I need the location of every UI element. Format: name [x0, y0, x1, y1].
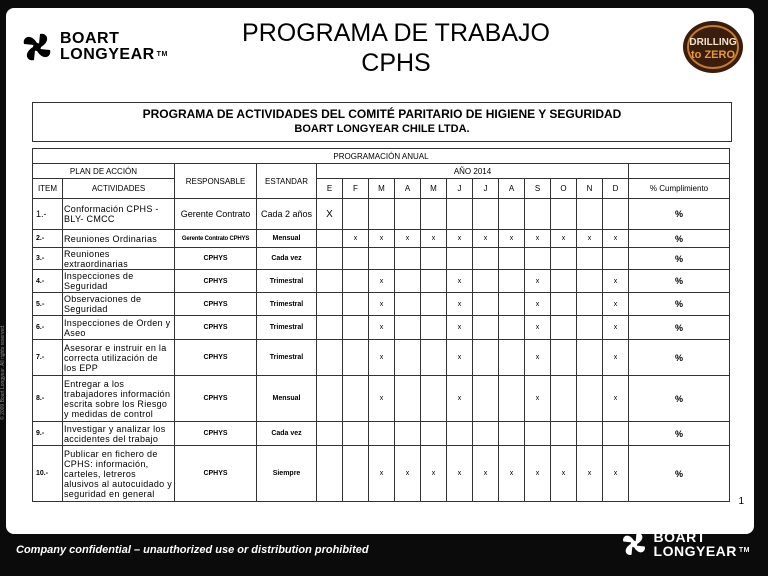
- month-mark: x: [603, 316, 629, 340]
- row-responsable: CPHYS: [175, 446, 257, 502]
- responsable-header: RESPONSABLE: [175, 164, 257, 199]
- month-mark: [395, 293, 421, 316]
- month-mark: x: [525, 340, 551, 376]
- month-mark: x: [525, 446, 551, 502]
- month-mark: [421, 293, 447, 316]
- month-mark: [317, 340, 343, 376]
- month-mark: [421, 376, 447, 422]
- month-mark: [343, 340, 369, 376]
- page-title: [206, 18, 586, 78]
- month-mark: [395, 316, 421, 340]
- row-responsable: CPHYS: [175, 376, 257, 422]
- row-responsable: CPHYS: [175, 270, 257, 293]
- month-mark: x: [369, 340, 395, 376]
- month-mark: [577, 422, 603, 446]
- month-mark: [421, 199, 447, 230]
- month-header: S: [525, 179, 551, 199]
- month-mark: [317, 446, 343, 502]
- month-header: F: [343, 179, 369, 199]
- table-row: [33, 340, 730, 376]
- table-row: [33, 293, 730, 316]
- month-mark: x: [395, 446, 421, 502]
- row-activity: Inspecciones de Seguridad: [63, 270, 175, 293]
- row-cumplimiento: %: [629, 293, 730, 316]
- row-estandar: Cada vez: [257, 422, 317, 446]
- month-mark: x: [499, 446, 525, 502]
- month-mark: [395, 199, 421, 230]
- row-cumplimiento: %: [629, 422, 730, 446]
- month-mark: [577, 376, 603, 422]
- month-mark: [499, 248, 525, 270]
- month-header: E: [317, 179, 343, 199]
- month-mark: x: [603, 270, 629, 293]
- month-mark: [499, 199, 525, 230]
- row-estandar: Trimestral: [257, 340, 317, 376]
- month-mark: x: [447, 293, 473, 316]
- month-mark: x: [473, 446, 499, 502]
- month-mark: x: [447, 340, 473, 376]
- row-estandar: Cada vez: [257, 248, 317, 270]
- month-mark: [551, 316, 577, 340]
- boart-longyear-logo: [20, 30, 168, 64]
- program-heading: PROGRAMA DE ACTIVIDADES DEL COMITÉ PARITARIO DE HIGIENE Y SEGURIDAD: [142, 107, 622, 121]
- badge-text-1: DRILLING: [689, 37, 737, 48]
- month-mark: [421, 248, 447, 270]
- row-cumplimiento: %: [629, 316, 730, 340]
- month-mark: [525, 422, 551, 446]
- month-mark: [577, 340, 603, 376]
- row-item: 5.-: [33, 293, 63, 316]
- month-mark: [603, 248, 629, 270]
- month-mark: [603, 199, 629, 230]
- month-mark: x: [395, 230, 421, 248]
- pinwheel-icon: [20, 30, 54, 64]
- month-mark: x: [447, 230, 473, 248]
- month-mark: [499, 422, 525, 446]
- month-mark: x: [577, 230, 603, 248]
- row-item: 3.-: [33, 248, 63, 270]
- month-mark: [473, 199, 499, 230]
- row-activity: Conformación CPHS - BLY- CMCC: [63, 199, 175, 230]
- month-mark: [577, 270, 603, 293]
- month-mark: [421, 270, 447, 293]
- month-mark: [421, 422, 447, 446]
- month-mark: x: [525, 270, 551, 293]
- month-mark: x: [369, 376, 395, 422]
- month-mark: [343, 376, 369, 422]
- row-cumplimiento: %: [629, 446, 730, 502]
- month-mark: x: [447, 446, 473, 502]
- month-header: A: [499, 179, 525, 199]
- title-line1: PROGRAMA DE TRABAJO: [242, 19, 550, 47]
- item-header: ITEM: [33, 179, 63, 199]
- table-row: [33, 230, 730, 248]
- brand-line2: LONGYEAR: [60, 46, 155, 63]
- row-responsable: CPHYS: [175, 316, 257, 340]
- page-number: 1: [738, 496, 744, 507]
- row-item: 9.-: [33, 422, 63, 446]
- month-mark: [421, 316, 447, 340]
- month-mark: x: [551, 230, 577, 248]
- row-activity: Publicar en fichero de CPHS: información, carteles, letreros alusivos al autocuidado y seguridad en general: [63, 446, 175, 502]
- title-line2: CPHS: [361, 49, 431, 77]
- footer-trademark: TM: [738, 547, 750, 554]
- row-activity: Asesorar e instruir en la correcta utilización de los EPP: [63, 340, 175, 376]
- month-mark: [551, 248, 577, 270]
- row-item: 4.-: [33, 270, 63, 293]
- month-mark: [551, 340, 577, 376]
- month-mark: x: [447, 316, 473, 340]
- drilling-to-zero-badge: [682, 20, 744, 74]
- row-item: 7.-: [33, 340, 63, 376]
- row-item: 1.-: [33, 199, 63, 230]
- month-header: J: [447, 179, 473, 199]
- month-mark: [317, 293, 343, 316]
- row-cumplimiento: %: [629, 340, 730, 376]
- row-estandar: Mensual: [257, 376, 317, 422]
- activities-table: [32, 148, 730, 502]
- month-mark: x: [525, 230, 551, 248]
- actividades-header: ACTIVIDADES: [63, 179, 175, 199]
- month-mark: x: [343, 230, 369, 248]
- month-mark: [473, 248, 499, 270]
- month-mark: [551, 376, 577, 422]
- badge-text-2: to ZERO: [691, 49, 735, 61]
- row-responsable: CPHYS: [175, 293, 257, 316]
- program-header: [32, 102, 732, 142]
- row-activity: Observaciones de Seguridad: [63, 293, 175, 316]
- month-mark: [499, 376, 525, 422]
- table-row: [33, 422, 730, 446]
- row-item: 8.-: [33, 376, 63, 422]
- row-responsable: CPHYS: [175, 340, 257, 376]
- month-mark: x: [421, 230, 447, 248]
- table-row: [33, 376, 730, 422]
- table-row: [33, 248, 730, 270]
- year-header: AÑO 2014: [317, 164, 629, 179]
- table-row: [33, 316, 730, 340]
- program-company: BOART LONGYEAR CHILE LTDA.: [294, 123, 470, 135]
- brand-line1: BOART: [60, 30, 120, 47]
- month-mark: x: [551, 446, 577, 502]
- month-mark: [369, 422, 395, 446]
- month-mark: [317, 270, 343, 293]
- month-mark: x: [577, 446, 603, 502]
- month-mark: [499, 270, 525, 293]
- month-mark: [369, 248, 395, 270]
- month-mark: [551, 199, 577, 230]
- month-mark: [343, 316, 369, 340]
- month-mark: [343, 248, 369, 270]
- plan-header: PLAN DE ACCIÓN: [33, 164, 175, 179]
- month-mark: x: [603, 376, 629, 422]
- month-mark: x: [369, 270, 395, 293]
- month-mark: [473, 270, 499, 293]
- row-item: 10.-: [33, 446, 63, 502]
- month-mark: x: [369, 230, 395, 248]
- month-mark: [499, 316, 525, 340]
- table-body: [33, 199, 730, 502]
- row-cumplimiento: %: [629, 270, 730, 293]
- slide: [6, 8, 754, 534]
- row-estandar: Siempre: [257, 446, 317, 502]
- month-mark: [343, 446, 369, 502]
- month-mark: X: [317, 199, 343, 230]
- pinwheel-icon: [620, 530, 648, 558]
- month-mark: [551, 422, 577, 446]
- month-mark: [577, 248, 603, 270]
- month-mark: [395, 248, 421, 270]
- month-header: M: [421, 179, 447, 199]
- blank-header: [629, 164, 730, 179]
- month-mark: [447, 199, 473, 230]
- row-estandar: Trimestral: [257, 316, 317, 340]
- footer-logo: [620, 530, 750, 558]
- month-header: M: [369, 179, 395, 199]
- month-mark: [551, 293, 577, 316]
- row-cumplimiento: %: [629, 230, 730, 248]
- month-mark: [395, 270, 421, 293]
- month-mark: [343, 270, 369, 293]
- trademark: TM: [156, 51, 168, 58]
- row-activity: Reuniones Ordinarias: [63, 230, 175, 248]
- month-mark: x: [447, 376, 473, 422]
- table-row: [33, 270, 730, 293]
- month-mark: [473, 422, 499, 446]
- month-mark: [499, 340, 525, 376]
- row-estandar: Cada 2 años: [257, 199, 317, 230]
- month-mark: [577, 199, 603, 230]
- month-mark: [317, 248, 343, 270]
- month-mark: [473, 376, 499, 422]
- month-mark: [577, 316, 603, 340]
- month-header: O: [551, 179, 577, 199]
- month-header: D: [603, 179, 629, 199]
- footer-confidential: Company confidential – unauthorized use or distribution prohibited: [16, 544, 369, 556]
- month-mark: [343, 422, 369, 446]
- month-mark: [551, 270, 577, 293]
- row-cumplimiento: %: [629, 248, 730, 270]
- month-mark: x: [369, 293, 395, 316]
- month-mark: x: [525, 376, 551, 422]
- month-mark: x: [603, 340, 629, 376]
- month-mark: x: [447, 270, 473, 293]
- month-mark: [395, 376, 421, 422]
- table-row: [33, 199, 730, 230]
- month-mark: x: [499, 230, 525, 248]
- month-mark: [395, 422, 421, 446]
- row-responsable: CPHYS: [175, 248, 257, 270]
- row-activity: Entregar a los trabajadores información escrita sobre los Riesgo y medidas de control: [63, 376, 175, 422]
- month-mark: [473, 340, 499, 376]
- month-mark: [473, 293, 499, 316]
- month-mark: [317, 376, 343, 422]
- prog-anual-header: PROGRAMACIÓN ANUAL: [33, 149, 730, 164]
- month-header: A: [395, 179, 421, 199]
- row-responsable: Gerente Contrato: [175, 199, 257, 230]
- row-responsable: CPHYS: [175, 422, 257, 446]
- row-estandar: Trimestral: [257, 293, 317, 316]
- month-mark: [447, 248, 473, 270]
- month-header: N: [577, 179, 603, 199]
- row-activity: Inspecciones de Orden y Aseo: [63, 316, 175, 340]
- month-mark: [447, 422, 473, 446]
- footer-brand-line2: LONGYEAR: [653, 543, 737, 559]
- cumplimiento-header: % Cumplimiento: [629, 179, 730, 199]
- row-cumplimiento: %: [629, 199, 730, 230]
- month-mark: [343, 199, 369, 230]
- month-mark: [343, 293, 369, 316]
- month-header: J: [473, 179, 499, 199]
- month-mark: [525, 199, 551, 230]
- row-item: 6.-: [33, 316, 63, 340]
- month-mark: x: [369, 446, 395, 502]
- month-mark: [525, 248, 551, 270]
- row-cumplimiento: %: [629, 376, 730, 422]
- month-mark: [603, 422, 629, 446]
- table-row: [33, 446, 730, 502]
- month-mark: [369, 199, 395, 230]
- row-activity: Investigar y analizar los accidentes del trabajo: [63, 422, 175, 446]
- month-mark: x: [369, 316, 395, 340]
- month-mark: x: [603, 446, 629, 502]
- month-mark: [421, 340, 447, 376]
- month-mark: x: [473, 230, 499, 248]
- copyright: © 2009 Boart Longyear. All rights reserved.: [0, 324, 6, 420]
- row-estandar: Trimestral: [257, 270, 317, 293]
- month-mark: x: [603, 293, 629, 316]
- row-responsable: Gerente Contrato CPHYS: [175, 230, 257, 248]
- month-mark: x: [525, 316, 551, 340]
- month-mark: x: [603, 230, 629, 248]
- row-activity: Reuniones extraordinarias: [63, 248, 175, 270]
- row-item: 2.-: [33, 230, 63, 248]
- footer-brand-line1: BOART: [653, 529, 706, 545]
- month-mark: x: [421, 446, 447, 502]
- month-mark: [317, 230, 343, 248]
- row-estandar: Mensual: [257, 230, 317, 248]
- month-mark: [473, 316, 499, 340]
- month-mark: [577, 293, 603, 316]
- month-mark: [395, 340, 421, 376]
- month-mark: [317, 422, 343, 446]
- month-mark: [499, 293, 525, 316]
- month-mark: [317, 316, 343, 340]
- estandar-header: ESTANDAR: [257, 164, 317, 199]
- month-mark: x: [525, 293, 551, 316]
